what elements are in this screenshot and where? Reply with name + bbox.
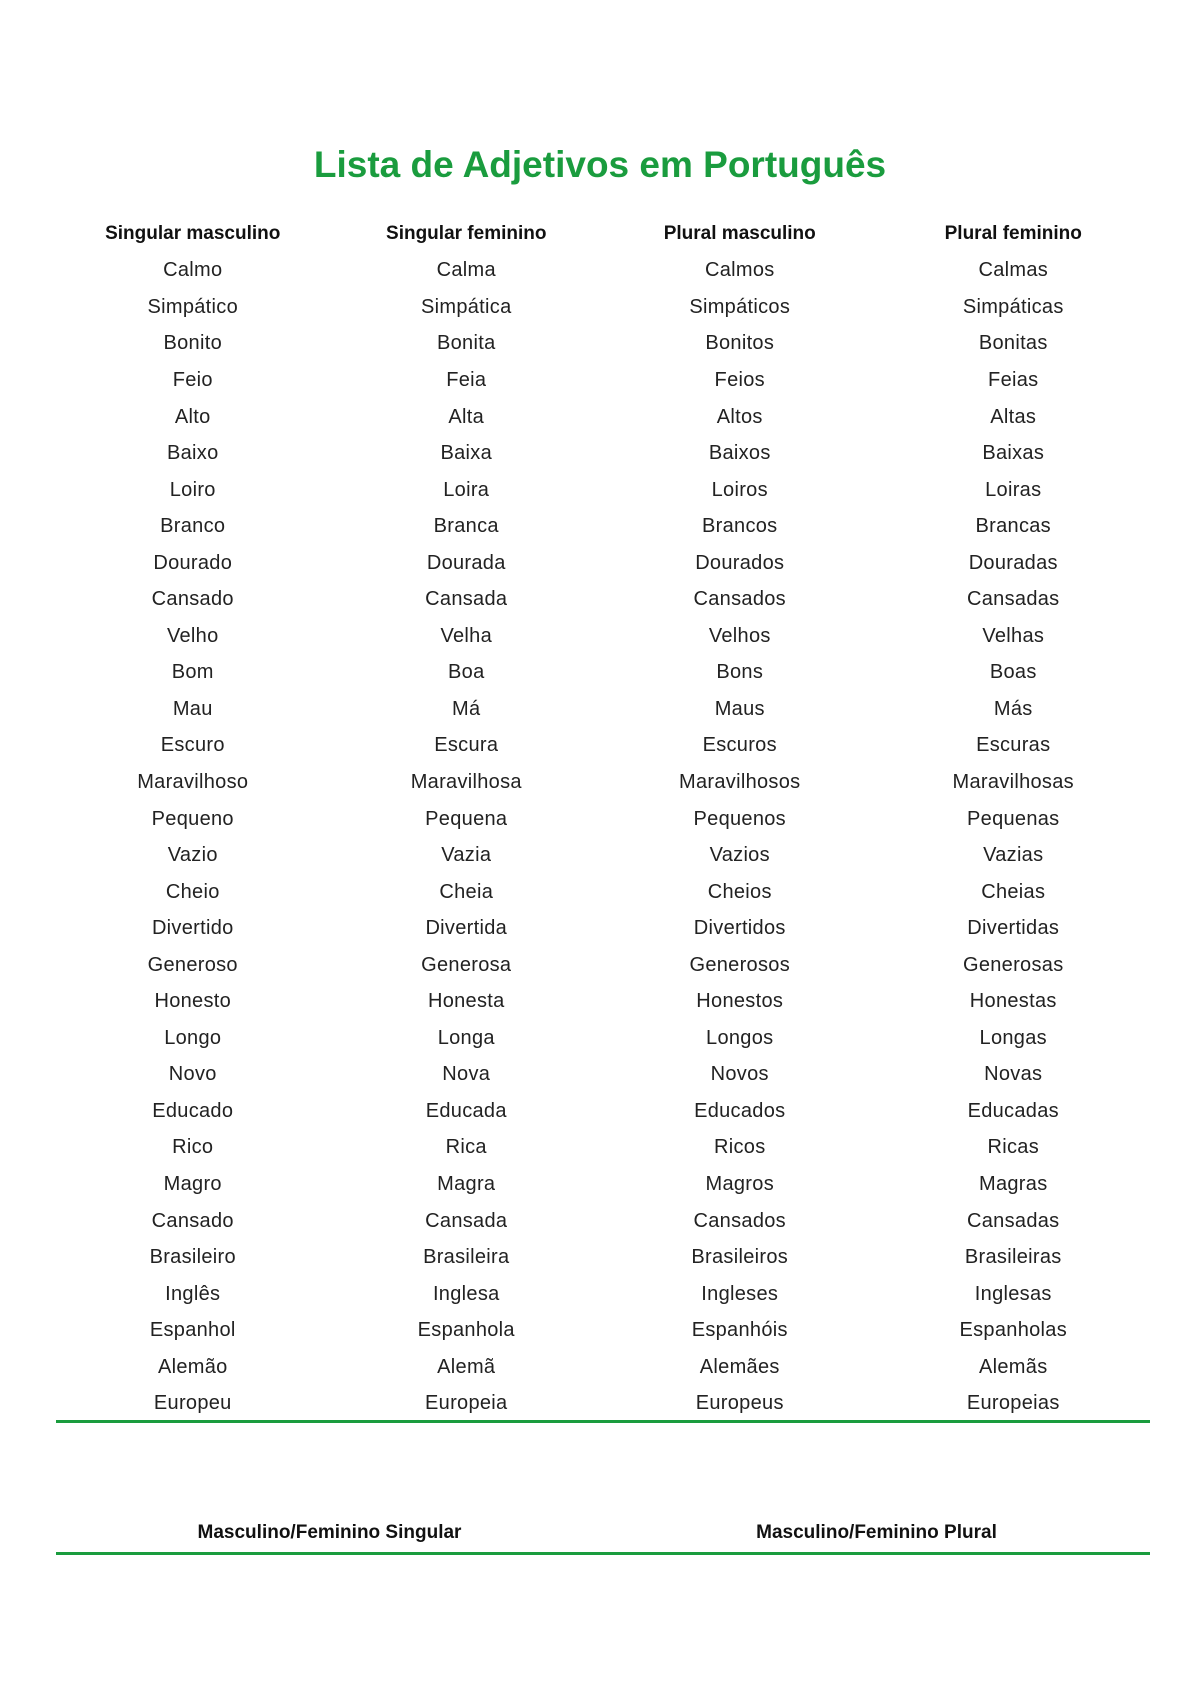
table-row <box>56 1239 1150 1276</box>
cell-plural-masculino: Bonitos <box>705 332 775 355</box>
cell-singular-feminino: Simpática <box>420 295 512 318</box>
cell-singular-masculino: Calmo <box>163 259 223 282</box>
cell-plural-masculino: Longos <box>706 1026 774 1049</box>
header-plural-feminino: Plural feminino <box>944 223 1082 245</box>
cell-singular-masculino: Cansado <box>151 588 234 611</box>
table-row <box>56 1349 1150 1386</box>
cell-singular-masculino: Novo <box>168 1063 217 1086</box>
table-row <box>56 581 1150 618</box>
cell-singular-masculino: Bom <box>171 661 214 684</box>
cell-plural-masculino: Espanhóis <box>691 1319 788 1342</box>
cell-plural-masculino: Altos <box>716 405 763 428</box>
cell-singular-feminino: Branca <box>433 515 499 538</box>
cell-singular-masculino: Escuro <box>160 734 225 757</box>
cell-singular-feminino: Longa <box>437 1026 495 1049</box>
cell-singular-feminino: Escura <box>434 734 499 757</box>
cell-plural-feminino: Calmas <box>978 259 1049 282</box>
cell-singular-feminino: Vazia <box>441 844 492 867</box>
cell-plural-masculino: Novos <box>710 1063 769 1086</box>
table-row <box>56 728 1150 765</box>
table-row <box>56 947 1150 984</box>
table-header-row <box>56 216 1150 253</box>
table-row <box>56 508 1150 545</box>
cell-plural-masculino: Dourados <box>695 551 785 574</box>
cell-plural-masculino: Alemães <box>699 1355 780 1378</box>
cell-singular-feminino: Bonita <box>436 332 496 355</box>
table-row <box>56 691 1150 728</box>
cell-singular-masculino: Cheio <box>165 880 220 903</box>
cell-singular-masculino: Magro <box>163 1172 222 1195</box>
cell-plural-masculino: Cansados <box>693 588 786 611</box>
cell-singular-masculino: Brasileiro <box>149 1246 236 1269</box>
table-row <box>56 1276 1150 1313</box>
header-plural-masculino: Plural masculino <box>663 223 816 245</box>
cell-plural-feminino: Escuras <box>976 734 1051 757</box>
cell-singular-feminino: Cansada <box>425 588 508 611</box>
table-row <box>56 1093 1150 1130</box>
cell-plural-masculino: Loiros <box>711 478 768 501</box>
cell-plural-feminino: Magras <box>979 1172 1048 1195</box>
cell-plural-feminino: Baixas <box>982 442 1045 465</box>
cell-singular-masculino: Inglês <box>165 1282 221 1305</box>
cell-singular-feminino: Calma <box>436 259 496 282</box>
cell-plural-masculino: Honestos <box>696 990 784 1013</box>
adjectives-table <box>56 216 1150 1422</box>
table-row <box>56 1166 1150 1203</box>
cell-plural-masculino: Ricos <box>713 1136 766 1159</box>
cell-plural-feminino: Longas <box>979 1026 1047 1049</box>
cell-singular-feminino: Brasileira <box>423 1246 510 1269</box>
cell-singular-masculino: Generoso <box>147 953 238 976</box>
cell-singular-feminino: Europeia <box>425 1392 508 1415</box>
cell-plural-feminino: Novas <box>984 1063 1043 1086</box>
cell-plural-feminino: Loiras <box>985 478 1042 501</box>
cell-singular-masculino: Pequeno <box>151 807 234 830</box>
cell-singular-feminino: Magra <box>437 1172 496 1195</box>
cell-plural-feminino: Ricas <box>987 1136 1039 1159</box>
cell-plural-feminino: Brasileiras <box>964 1246 1062 1269</box>
cell-plural-masculino: Pequenos <box>693 807 786 830</box>
table-row <box>56 362 1150 399</box>
cell-singular-feminino: Honesta <box>427 990 505 1013</box>
cell-plural-masculino: Generosos <box>689 953 791 976</box>
cell-plural-masculino: Divertidos <box>693 917 786 940</box>
cell-singular-masculino: Branco <box>160 515 226 538</box>
cell-plural-feminino: Europeias <box>966 1392 1060 1415</box>
cell-plural-feminino: Educadas <box>967 1099 1059 1122</box>
cell-singular-masculino: Divertido <box>151 917 234 940</box>
cell-singular-masculino: Educado <box>152 1099 234 1122</box>
cell-plural-feminino: Más <box>993 697 1033 720</box>
cell-singular-masculino: Longo <box>164 1026 222 1049</box>
cell-singular-masculino: Feio <box>172 368 213 391</box>
cell-plural-masculino: Bons <box>716 661 764 684</box>
cell-plural-masculino: Brasileiros <box>691 1246 789 1269</box>
cell-singular-masculino: Bonito <box>163 332 222 355</box>
cell-plural-feminino: Inglesas <box>974 1282 1052 1305</box>
cell-plural-masculino: Cansados <box>693 1209 786 1232</box>
table-row <box>56 983 1150 1020</box>
cell-plural-masculino: Simpáticos <box>689 295 791 318</box>
cell-plural-feminino: Simpáticas <box>962 295 1064 318</box>
cell-singular-masculino: Velho <box>166 624 219 647</box>
cell-singular-feminino: Cansada <box>425 1209 508 1232</box>
cell-plural-feminino: Alemãs <box>979 1355 1048 1378</box>
table-row <box>56 874 1150 911</box>
cell-singular-feminino: Má <box>452 697 481 720</box>
cell-singular-masculino: Mau <box>172 697 213 720</box>
table-row <box>56 1203 1150 1240</box>
cell-plural-feminino: Douradas <box>968 551 1058 574</box>
cell-singular-masculino: Honesto <box>154 990 232 1013</box>
cell-plural-feminino: Cansadas <box>967 1209 1060 1232</box>
cell-singular-masculino: Vazio <box>167 844 218 867</box>
cell-plural-masculino: Brancos <box>702 515 778 538</box>
cell-plural-feminino: Honestas <box>969 990 1057 1013</box>
table-row <box>56 1057 1150 1094</box>
cell-singular-feminino: Nova <box>442 1063 491 1086</box>
cell-singular-feminino: Educada <box>425 1099 507 1122</box>
cell-plural-masculino: Maus <box>714 697 765 720</box>
cell-singular-masculino: Alto <box>174 405 211 428</box>
table-row <box>56 764 1150 801</box>
cell-plural-masculino: Calmos <box>704 259 775 282</box>
cell-plural-feminino: Bonitas <box>978 332 1048 355</box>
cell-plural-masculino: Magros <box>705 1172 774 1195</box>
table-row <box>56 618 1150 655</box>
cell-singular-feminino: Loira <box>443 478 490 501</box>
cell-plural-feminino: Velhas <box>982 624 1045 647</box>
cell-plural-masculino: Educados <box>694 1099 786 1122</box>
table-body <box>56 253 1150 1423</box>
table-row <box>56 1020 1150 1057</box>
table-row <box>56 1386 1150 1423</box>
table-row <box>56 435 1150 472</box>
table-row <box>56 801 1150 838</box>
table-row <box>56 289 1150 326</box>
table-row <box>56 472 1150 509</box>
cell-singular-feminino: Feia <box>446 368 487 391</box>
cell-singular-masculino: Baixo <box>166 442 219 465</box>
cell-plural-feminino: Boas <box>989 661 1037 684</box>
cell-singular-feminino: Cheia <box>439 880 494 903</box>
header-singular-masculino: Singular masculino <box>105 223 281 245</box>
cell-plural-masculino: Baixos <box>708 442 771 465</box>
cell-plural-masculino: Europeus <box>695 1392 784 1415</box>
page-title: Lista de Adjetivos em Português <box>313 144 887 185</box>
cell-singular-feminino: Boa <box>448 661 485 684</box>
table-row <box>56 399 1150 436</box>
cell-singular-feminino: Dourada <box>426 551 506 574</box>
cell-singular-feminino: Baixa <box>440 442 493 465</box>
cell-singular-feminino: Inglesa <box>432 1282 500 1305</box>
header-masculino-feminino-plural: Masculino/Feminino Plural <box>756 1522 997 1543</box>
table-row <box>56 1130 1150 1167</box>
cell-plural-feminino: Cansadas <box>967 588 1060 611</box>
second-table-divider <box>56 1552 1150 1555</box>
cell-plural-feminino: Vazias <box>983 844 1044 867</box>
cell-singular-feminino: Generosa <box>421 953 512 976</box>
cell-singular-masculino: Cansado <box>151 1209 234 1232</box>
cell-plural-feminino: Cheias <box>981 880 1046 903</box>
cell-singular-masculino: Loiro <box>169 478 216 501</box>
cell-plural-feminino: Pequenas <box>967 807 1060 830</box>
second-table-header <box>56 1520 1150 1546</box>
cell-plural-feminino: Altas <box>990 405 1037 428</box>
cell-singular-feminino: Alemã <box>437 1355 496 1378</box>
cell-singular-feminino: Espanhola <box>417 1319 515 1342</box>
cell-plural-masculino: Velhos <box>708 624 771 647</box>
header-masculino-feminino-singular: Masculino/Feminino Singular <box>197 1522 462 1543</box>
cell-singular-feminino: Divertida <box>425 917 508 940</box>
cell-plural-masculino: Maravilhosos <box>679 770 801 793</box>
table-row <box>56 837 1150 874</box>
table-row <box>56 545 1150 582</box>
table-bottom-divider <box>56 1420 1150 1423</box>
cell-singular-masculino: Maravilhoso <box>137 770 249 793</box>
cell-plural-feminino: Brancas <box>975 515 1051 538</box>
cell-plural-feminino: Maravilhosas <box>952 770 1074 793</box>
cell-singular-feminino: Velha <box>440 624 493 647</box>
cell-singular-feminino: Rica <box>445 1136 487 1159</box>
cell-plural-feminino: Generosas <box>962 953 1064 976</box>
cell-plural-masculino: Vazios <box>709 844 770 867</box>
cell-plural-masculino: Ingleses <box>701 1282 779 1305</box>
cell-singular-feminino: Pequena <box>425 807 508 830</box>
cell-singular-masculino: Europeu <box>153 1392 232 1415</box>
table-row <box>56 1312 1150 1349</box>
cell-plural-feminino: Feias <box>988 368 1039 391</box>
cell-singular-masculino: Espanhol <box>149 1319 236 1342</box>
table-row <box>56 655 1150 692</box>
cell-plural-feminino: Divertidas <box>967 917 1060 940</box>
cell-singular-masculino: Simpático <box>147 295 238 318</box>
cell-singular-masculino: Dourado <box>153 551 233 574</box>
cell-plural-masculino: Feios <box>714 368 765 391</box>
cell-singular-masculino: Alemão <box>157 1355 228 1378</box>
table-row <box>56 253 1150 290</box>
table-row <box>56 326 1150 363</box>
cell-plural-masculino: Cheios <box>707 880 772 903</box>
cell-singular-feminino: Maravilhosa <box>410 770 522 793</box>
cell-singular-masculino: Rico <box>172 1136 214 1159</box>
table-row <box>56 910 1150 947</box>
header-singular-feminino: Singular feminino <box>386 223 547 245</box>
cell-singular-feminino: Alta <box>448 405 485 428</box>
cell-plural-feminino: Espanholas <box>959 1319 1068 1342</box>
cell-plural-masculino: Escuros <box>702 734 777 757</box>
